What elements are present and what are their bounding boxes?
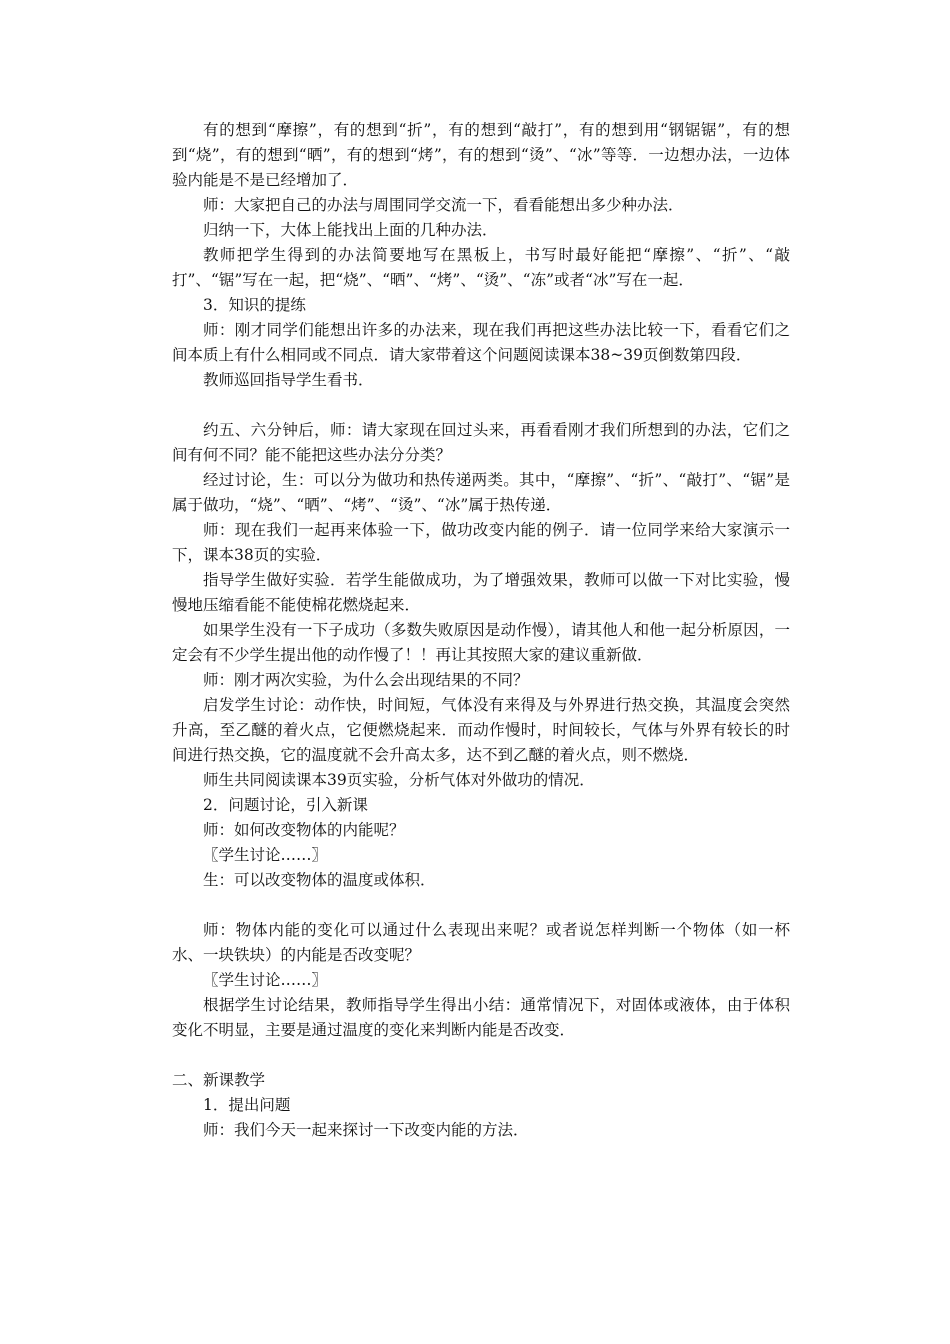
paragraph: 师：如何改变物体的内能呢？	[203, 821, 405, 839]
paragraph: 〖学生讨论……〗	[203, 846, 328, 864]
spacer	[172, 893, 790, 918]
paragraph: 约五、六分钟后，师：请大家现在回过头来，再看看刚才我们所想到的办法，它们之间有何不同？能不能把这些办法分分类？	[172, 421, 790, 464]
paragraph: 师：刚才同学们能想出许多的办法来，现在我们再把这些办法比较一下，看看它们之间本质上有什么相同或不同点．请大家带着这个问题阅读课本38~39页倒数第四段．	[172, 321, 790, 364]
paragraph: 师：大家把自己的办法与周围同学交流一下，看看能想出多少种办法．	[203, 196, 684, 214]
section-subheading: 3．知识的提练	[203, 296, 306, 314]
paragraph: 师：物体内能的变化可以通过什么表现出来呢？或者说怎样判断一个物体（如一杯水、一块铁块）的内能是否改变呢？	[172, 921, 790, 964]
paragraph: 教师巡回指导学生看书．	[203, 371, 374, 389]
paragraph: 启发学生讨论：动作快，时间短，气体没有来得及与外界进行热交换，其温度会突然升高，至乙醚的着火点，它便燃烧起来．而动作慢时，时间较长，气体与外界有较长的时间进行热交换，它的温度就不会升高太多，达不到乙醚的着火点，则不燃烧．	[172, 696, 790, 764]
spacer	[172, 1043, 790, 1068]
section-subheading: 2．问题讨论，引入新课	[203, 796, 368, 814]
paragraph: 如果学生没有一下子成功（多数失败原因是动作慢），请其他人和他一起分析原因，一定会有不少学生提出他的动作慢了！！再让其按照大家的建议重新做．	[172, 621, 790, 664]
section-heading: 二、新课教学	[172, 1071, 266, 1089]
section-subheading: 1．提出问题	[203, 1096, 291, 1114]
paragraph: 经过讨论，生：可以分为做功和热传递两类。其中，“摩擦”、“折”、“敲打”、“锯”是属于做功，“烧”、“晒”、“烤”、“烫”、“冰”属于热传递．	[172, 471, 790, 514]
paragraph: 〖学生讨论……〗	[203, 971, 328, 989]
paragraph: 师：现在我们一起再来体验一下，做功改变内能的例子．请一位同学来给大家演示一下，课本38页的实验．	[172, 521, 790, 564]
paragraph: 根据学生讨论结果，教师指导学生得出小结：通常情况下，对固体或液体，由于体积变化不明显，主要是通过温度的变化来判断内能是否改变．	[172, 996, 790, 1039]
paragraph: 教师把学生得到的办法简要地写在黑板上，书写时最好能把“摩擦”、“折”、“敲打”、“锯”写在一起，把“烧”、“晒”、“烤”、“烫”、“冻”或者“冰”写在一起．	[172, 246, 790, 289]
paragraph: 师：刚才两次实验，为什么会出现结果的不同？	[203, 671, 529, 689]
spacer	[172, 393, 790, 418]
paragraph: 指导学生做好实验．若学生能做成功，为了增强效果，教师可以做一下对比实验，慢慢地压缩看能不能使棉花燃烧起来．	[172, 571, 790, 614]
paragraph: 归纳一下，大体上能找出上面的几种办法．	[203, 221, 498, 239]
paragraph: 有的想到“摩擦”，有的想到“折”，有的想到“敲打”，有的想到用“钢锯锯”，有的想到“烧”，有的想到“晒”，有的想到“烤”，有的想到“烫”、“冰”等等．一边想办法，一边体验内能是不是已经增加了．	[172, 121, 790, 189]
paragraph: 生：可以改变物体的温度或体积．	[203, 871, 436, 889]
paragraph: 师：我们今天一起来探讨一下改变内能的方法．	[203, 1121, 529, 1139]
paragraph: 师生共同阅读课本39页实验，分析气体对外做功的情况．	[203, 771, 595, 789]
